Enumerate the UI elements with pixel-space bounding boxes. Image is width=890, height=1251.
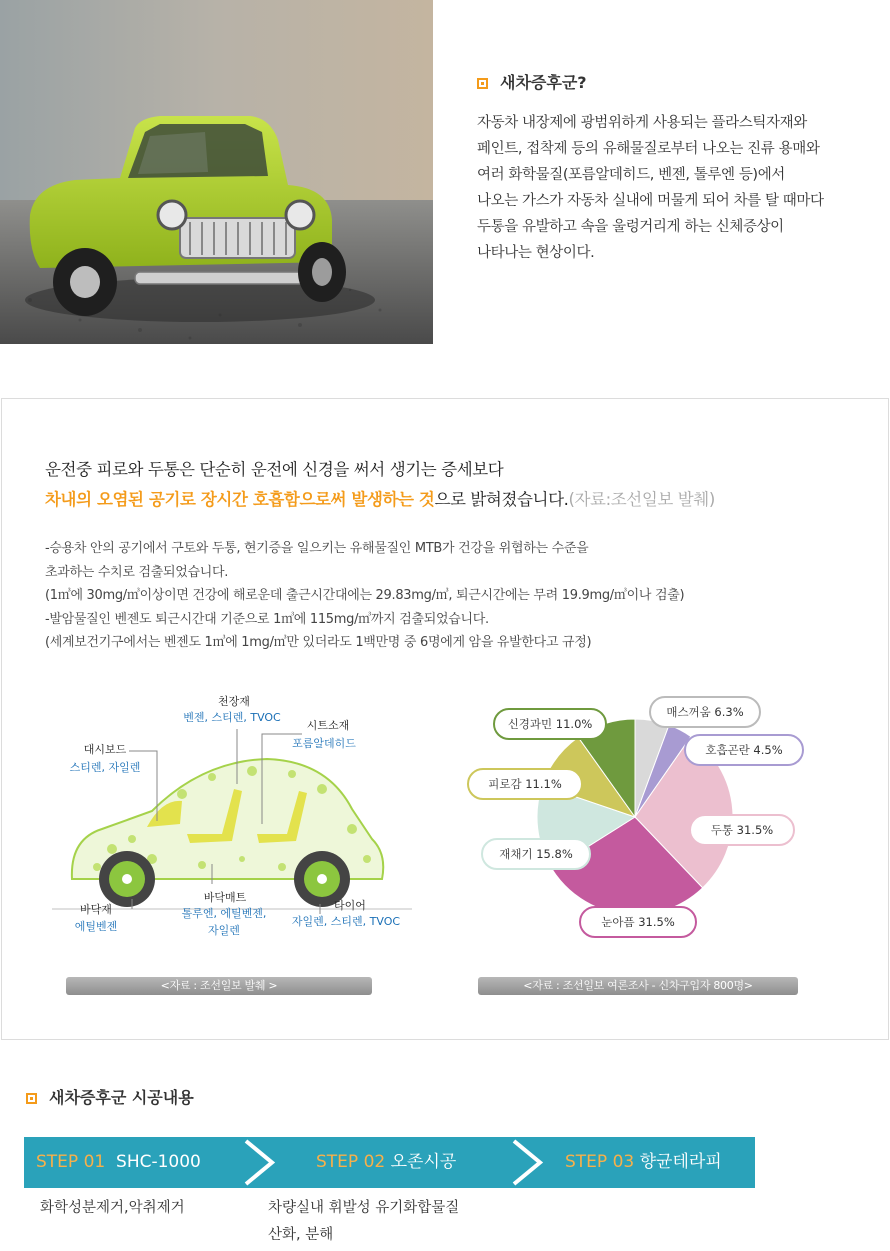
pie-label-box <box>482 839 590 869</box>
intro-title-text: 새차증후군? <box>500 73 587 92</box>
info-box <box>1 398 889 1040</box>
steps-title-text: 새차증후군 시공내용 <box>49 1088 194 1107</box>
pie-label: 호흡곤란 4.5% <box>705 743 783 757</box>
mat-sub-2: 자일렌 <box>208 924 240 937</box>
car-diagram-svg <box>52 689 422 949</box>
tire-title: 타이어 <box>334 899 366 912</box>
step-01-label <box>36 1137 201 1188</box>
mat-sub-1: 톨루엔, 에틸벤젠, <box>181 907 267 920</box>
pie-label: 눈아픔 31.5% <box>601 915 675 929</box>
detail-line: 초과하는 수치로 검출되었습니다. <box>45 564 229 580</box>
lead-line-2 <box>45 485 715 515</box>
lead-text <box>45 455 715 515</box>
tire-sub: 자일렌, 스티렌, TVOC <box>291 915 401 928</box>
pie-label-box <box>685 735 803 765</box>
ceiling-sub: 벤젠, 스티렌, TVOC <box>183 711 281 724</box>
detail-line: (1㎥에 30mg/㎥이상이면 건강에 해로운데 출근시간대에는 29.83mg/㎥, 퇴근시간에는 무려 19.9mg/㎥이나 검출) <box>45 588 685 603</box>
car-materials-diagram <box>52 689 422 949</box>
lead-line-1: 운전중 피로와 두통은 단순히 운전에 신경을 써서 생기는 증세보다 <box>45 460 504 479</box>
step-name: 오존시공 <box>390 1152 457 1172</box>
step-desc-line: 화학성분제거,악취제거 <box>40 1200 185 1216</box>
step-name: SHC-1000 <box>116 1152 201 1172</box>
pie-label: 두통 31.5% <box>710 823 774 837</box>
pie-chart-svg <box>442 689 822 949</box>
step-02-description <box>268 1195 459 1249</box>
pie-label-box <box>690 815 794 845</box>
hero-photo-green-toy-car <box>0 0 433 344</box>
intro-line: 자동차 내장제에 광범위하게 사용되는 플라스틱자재와 <box>477 115 807 131</box>
floor-title: 바닥재 <box>80 903 112 916</box>
pie-label-box <box>650 697 760 727</box>
intro-line: 나타나는 현상이다. <box>477 245 595 261</box>
step-desc-line: 산화, 분해 <box>268 1227 334 1243</box>
mat-title: 바닥매트 <box>203 891 247 904</box>
pie-label: 신경과민 11.0% <box>507 717 593 731</box>
details-text <box>45 537 684 655</box>
steps-bar <box>24 1137 755 1188</box>
car-diagram-caption: <자료 : 조선일보 발췌 > <box>66 977 372 995</box>
pie-chart-caption: <자료 : 조선일보 여론조사 - 신차구입자 800명> <box>478 977 798 995</box>
lead-rest: 으로 밝혀졌습니다. <box>434 490 569 509</box>
intro-body <box>477 110 890 266</box>
intro-line: 나오는 가스가 자동차 실내에 머물게 되어 차를 탈 때마다 <box>477 193 824 209</box>
seat-title: 시트소재 <box>306 719 350 732</box>
step-01-description <box>40 1195 185 1222</box>
detail-line: (세계보건기구에서는 벤젠도 1㎥에 1mg/㎥만 있더라도 1백만명 중 6명에게 암을 유발한다고 규정) <box>45 635 592 650</box>
pie-label: 매스꺼움 6.3% <box>666 705 744 719</box>
front-wheel <box>99 851 155 907</box>
intro-section <box>477 68 890 266</box>
symptom-pie-chart <box>442 689 822 949</box>
pie-label-box <box>580 907 696 937</box>
step-desc-line: 차량실내 휘발성 유기화합물질 <box>268 1200 460 1216</box>
step-03-label <box>565 1137 722 1188</box>
lead-source: (자료:조선일보 발췌) <box>568 490 715 509</box>
pie-label: 피로감 11.1% <box>488 777 562 791</box>
intro-line: 여러 화학물질(포름알데히드, 벤젠, 톨루엔 등)에서 <box>477 167 785 183</box>
detail-line: -승용차 안의 공기에서 구토와 두통, 현기증을 일으키는 유해물질인 MTB가 건강을 위협하는 수준을 <box>45 541 589 556</box>
ceiling-title: 천장재 <box>218 695 250 708</box>
detail-line: -발암물질인 벤젠도 퇴근시간대 기준으로 1㎥에 115mg/㎥까지 검출되었습니다. <box>45 611 489 627</box>
intro-title <box>477 68 890 98</box>
step-02-label <box>316 1137 456 1188</box>
intro-line: 페인트, 접착제 등의 유해물질로부터 나오는 진류 용매와 <box>477 141 820 157</box>
step-name: 향균테라피 <box>639 1152 722 1172</box>
step-number: STEP 03 <box>565 1152 635 1172</box>
dashboard-title: 대시보드 <box>83 743 127 756</box>
pie-label-box <box>468 769 582 799</box>
pie-label: 재채기 15.8% <box>499 847 573 861</box>
square-bullet-icon <box>477 78 488 89</box>
dashboard-sub: 스티렌, 자일렌 <box>69 761 141 774</box>
step-number: STEP 02 <box>316 1152 386 1172</box>
toy-car-illustration <box>0 0 433 344</box>
pie-label-box <box>494 709 606 739</box>
step-number: STEP 01 <box>36 1152 106 1172</box>
floor-sub: 에틸벤젠 <box>74 920 118 933</box>
intro-line: 두통을 유발하고 속을 울렁거리게 하는 신체증상이 <box>477 219 784 235</box>
square-bullet-icon <box>26 1093 37 1104</box>
lead-highlight: 차내의 오염된 공기로 장시간 호흡함으로써 발생하는 것 <box>45 490 435 509</box>
seat-sub: 포름알데히드 <box>292 737 356 750</box>
steps-title <box>26 1084 194 1112</box>
